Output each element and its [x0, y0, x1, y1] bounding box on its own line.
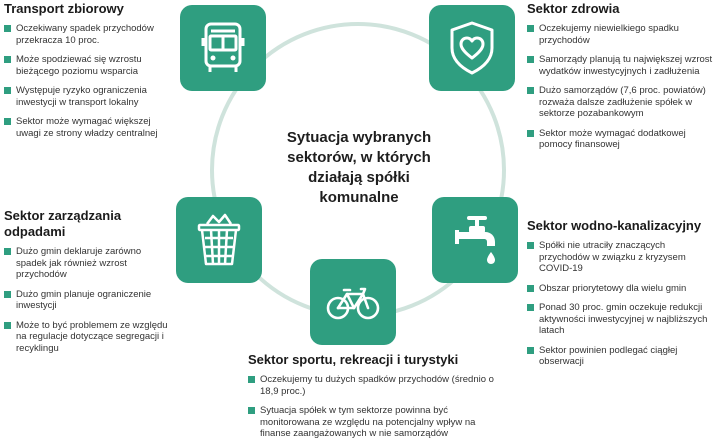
list-item: Spółki nie utraciły znaczących przychodów w związku z kryzysem COVID-19: [527, 240, 715, 275]
waste-tile: [176, 197, 262, 283]
list-item: Sektor może wymagać dodatkowej pomocy finansowej: [527, 128, 715, 151]
list-item: Oczekujemy niewielkiego spadku przychodów: [527, 23, 715, 46]
sector-title: Transport zbiorowy: [4, 1, 124, 16]
list-item: Oczekiwany spadek przychodów przekracza 10 proc.: [4, 23, 170, 46]
bus-icon: [193, 18, 253, 78]
list-item: Dużo gmin deklaruje zarówno spadek jak również wzrost przychodów: [4, 246, 170, 281]
sport-tile: [310, 259, 396, 345]
sector-health: [527, 1, 715, 159]
transport-tile: [180, 5, 266, 91]
list-item: Oczekujemy tu dużych spadków przychodów (średnio o 18,9 proc.): [248, 374, 498, 397]
list-item: Występuje ryzyko ograniczenia inwestycji w transport lokalny: [4, 85, 170, 108]
health-tile: [429, 5, 515, 91]
list-item: Samorządy planują tu największej wzrost wydatków inwestycyjnych i zadłużenia: [527, 54, 715, 77]
list-item: Sektor powinien podlegać ciągłej obserwacji: [527, 345, 715, 368]
water-tile: [432, 197, 518, 283]
list-item: Dużo samorządów (7,6 proc. powiatów) rozważa dalsze zadłużenie spółek w sektorze pozabankowym: [527, 85, 715, 120]
bicycle-icon: [323, 272, 383, 332]
sector-sport: [248, 352, 498, 448]
list-item: Ponad 30 proc. gmin oczekuje redukcji aktywności inwestycyjnej w najbliższych latach: [527, 302, 715, 337]
sector-title: Sektor zarządzania odpadami: [4, 208, 122, 239]
list-item: Dużo gmin planuje ograniczenie inwestycji: [4, 289, 170, 312]
list-item: Sytuacja spółek w tym sektorze powinna być monitorowana ze względu na potencjalny wpływ na finanse zaangażowanych w nie samorządów: [248, 405, 498, 440]
sector-title: Sektor wodno-kanalizacyjny: [527, 218, 702, 233]
faucet-icon: [445, 210, 505, 270]
sector-title: Sektor sportu, rekreacji i turystyki: [248, 352, 459, 367]
list-item: Może spodziewać się wzrostu bieżącego poziomu wsparcia: [4, 54, 170, 77]
sector-transport: [4, 1, 170, 147]
waste-basket-icon: [189, 210, 249, 270]
sector-waste: [4, 208, 170, 362]
sector-title: Sektor zdrowia: [527, 1, 620, 16]
list-item: Obszar priorytetowy dla wielu gmin: [527, 283, 715, 295]
list-item: Może to być problemem ze względu na regulacje dotyczące segregacji i recyklingu: [4, 320, 170, 355]
heart-shield-icon: [442, 18, 502, 78]
center-title: Sytuacja wybranych sektorów, w których działają spółki komunalne: [286, 129, 432, 206]
sector-water: [527, 218, 715, 376]
list-item: Sektor może wymagać większej uwagi ze strony władzy centralnej: [4, 116, 170, 139]
